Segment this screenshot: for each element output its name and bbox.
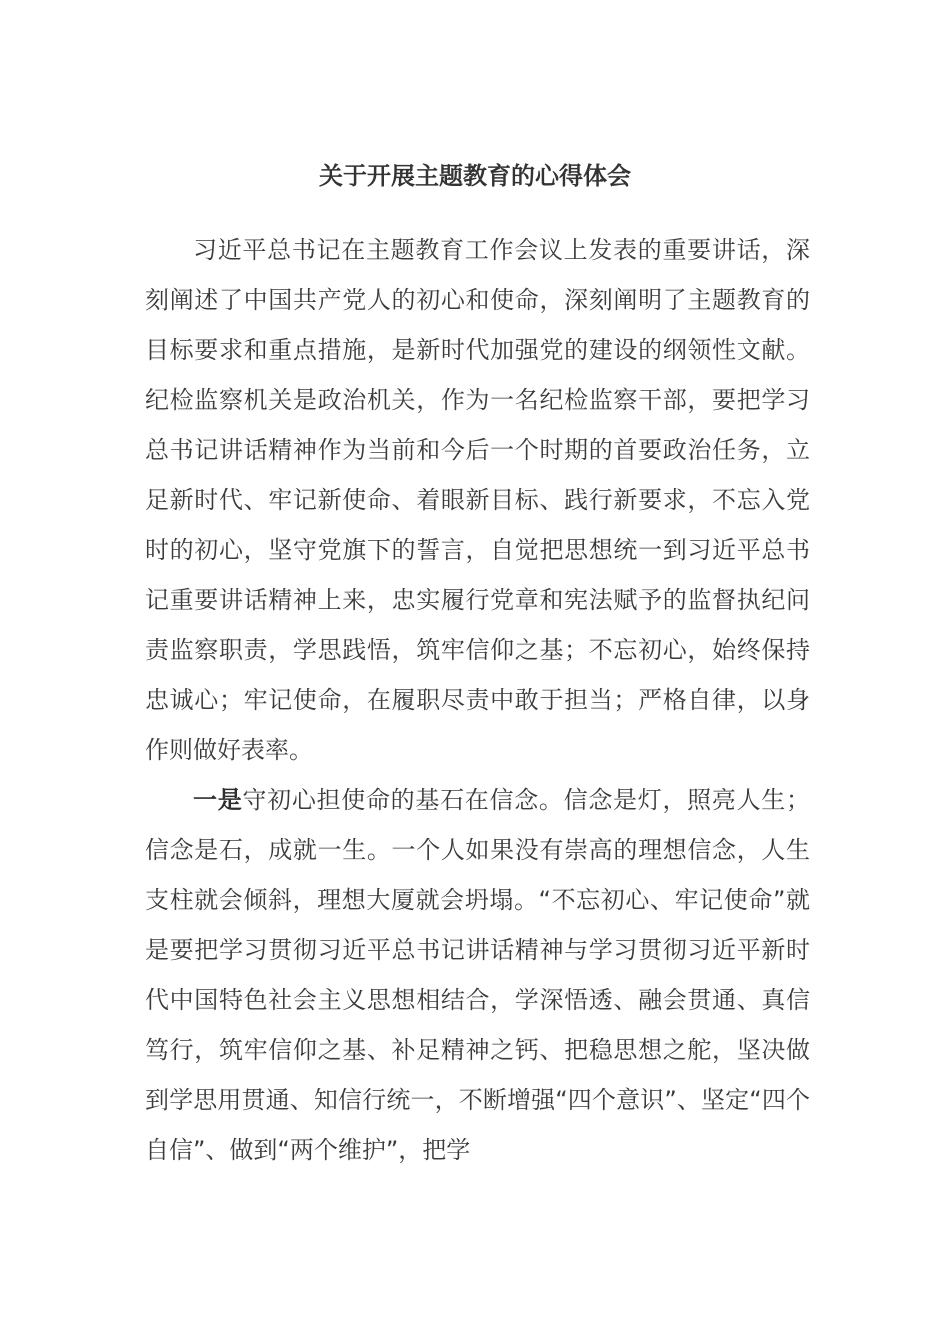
paragraph-lead: 一是 bbox=[193, 786, 243, 814]
document-title: 关于开展主题教育的心得体会 bbox=[319, 162, 631, 190]
document-body bbox=[145, 225, 810, 1175]
paragraph-point-one bbox=[145, 775, 810, 1175]
paragraph-intro bbox=[145, 225, 810, 775]
paragraph-text: 守初心担使命的基石在信念。信念是灯，照亮人生；信念是石，成就一生。一个人如果没有崇高的理想信念，人生支柱就会倾斜，理想大厦就会坍塌。“不忘初心、牢记使命”就是要把学习贯彻习近平总书记讲话精神与学习贯彻习近平新时代中国特色社会主义思想相结合，学深悟透、融会贯通、真信笃行，筑牢信仰之基、补足精神之钙、把稳思想之舵，坚决做到学思用贯通、知信行统一，不断增强“四个意识”、坚定“四个自信”、做到“两个维护”，把学 bbox=[145, 786, 811, 1164]
paragraph-text: 习近平总书记在主题教育工作会议上发表的重要讲话，深刻阐述了中国共产党人的初心和使命，深刻阐明了主题教育的目标要求和重点措施，是新时代加强党的建设的纲领性文献。纪检监察机关是政治机关，作为一名纪检监察干部，要把学习总书记讲话精神作为当前和今后一个时期的首要政治任务，立足新时代、牢记新使命、着眼新目标、践行新要求，不忘入党时的初心，坚守党旗下的誓言，自觉把思想统一到习近平总书记重要讲话精神上来，忠实履行党章和宪法赋予的监督执纪问责监察职责，学思践悟，筑牢信仰之基；不忘初心，始终保持忠诚心；牢记使命，在履职尽责中敢于担当；严格自律，以身作则做好表率。 bbox=[145, 236, 810, 764]
